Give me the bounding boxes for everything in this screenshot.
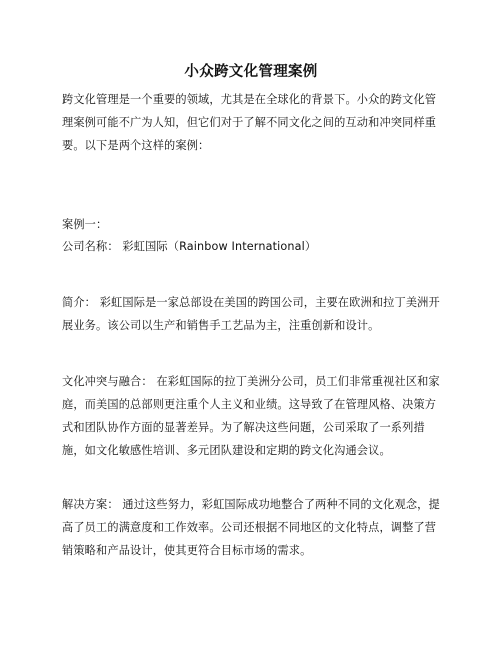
case-heading: 案例一： [62,218,108,231]
company-name-paragraph: 公司名称： 彩虹国际（Rainbow International） [62,240,317,253]
culture-conflict-paragraph: 文化冲突与融合： 在彩虹国际的拉丁美洲分公司，员工们非常重视社区和家庭，而美国的总部则更注重个人主义和业绩。这导致了在管理风格、决策方式和团队协作方面的显著差异。为了解决这些问题，公司采取了一系列措施，如文化敏感性培训、多元团队建设和定期的跨文化沟通会议。 [62,375,440,457]
solution-paragraph: 解决方案： 通过这些努力，彩虹国际成功地整合了两种不同的文化观念，提高了员工的满意度和工作效率。公司还根据不同地区的文化特点，调整了营销策略和产品设计，使其更符合目标市场的需求。 [62,498,440,557]
document-title: 小众跨文化管理案例 [184,64,318,80]
summary-paragraph: 简介： 彩虹国际是一家总部设在美国的跨国公司，主要在欧洲和拉丁美洲开展业务。该公司以生产和销售手工艺品为主，注重创新和设计。 [62,296,440,332]
intro-paragraph: 跨文化管理是一个重要的领域，尤其是在全球化的背景下。小众的跨文化管理案例可能不广为人知，但它们对于了解不同文化之间的互动和冲突同样重要。以下是两个这样的案例： [62,93,437,152]
